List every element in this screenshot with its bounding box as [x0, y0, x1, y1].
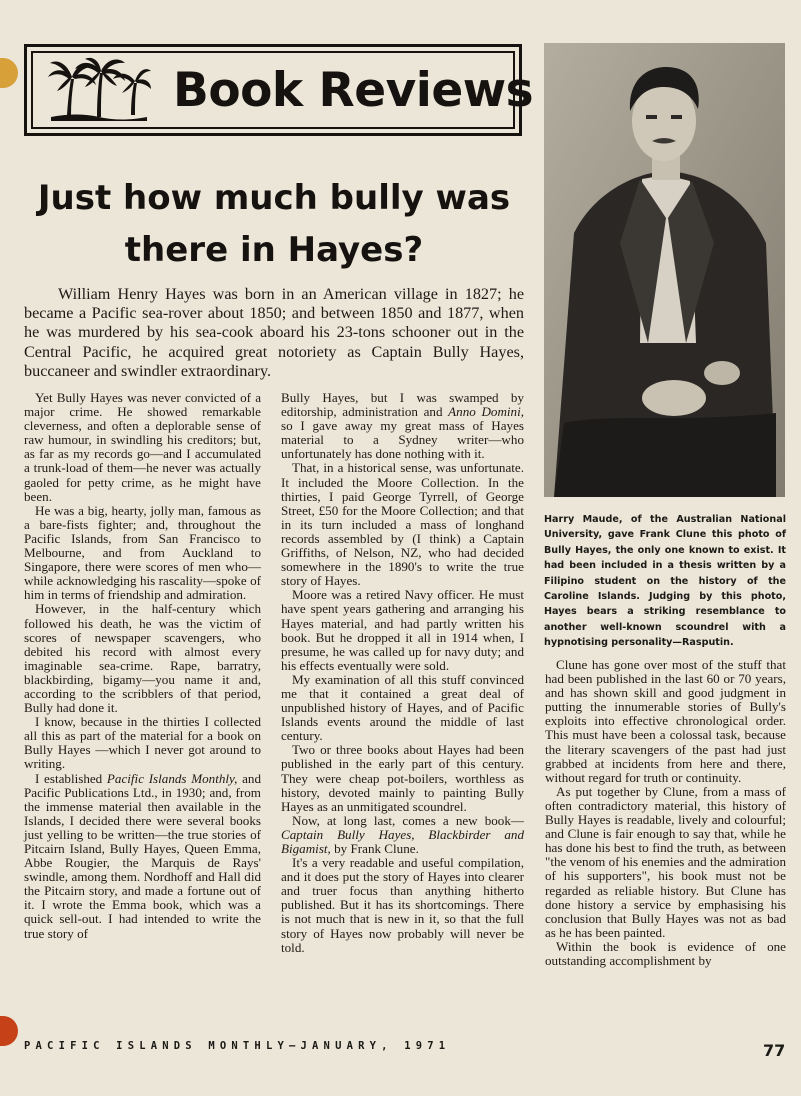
- paragraph: [281, 814, 524, 856]
- headline-line-2: there in Hayes?: [124, 230, 424, 270]
- photo-caption: Harry Maude, of the Australian National University, gave Frank Clune this photo of Bully Hayes, the only one known to exist. It had been included in a thesis written by a Filipino student on the history of the Caroline Islands. Judging by this photo, Hayes bears a striking resemblance to another well-known scoundrel with a hypnotising personality—Rasputin.: [544, 514, 786, 649]
- paragraph: He was a big, hearty, jolly man, famous as a bare-fists fighter; and, throughout the Pacific Islands, from San Francisco to Melbourne, and from Auckland to Singapore, there were scores of men who—while acknowledging his rascality—spoke of him in terms of friendship and admiration.: [24, 502, 261, 603]
- page-edge-tab: [0, 58, 18, 88]
- running-footer: PACIFIC ISLANDS MONTHLY—JANUARY, 1971: [24, 1040, 451, 1052]
- paragraph: Within the book is evidence of one outstanding accomplishment by: [545, 938, 786, 968]
- body-column-2: [281, 391, 524, 955]
- paragraph: As put together by Clune, from a mass of often contradictory material, this history of Bully Hayes is readable, lively and colourful; and Clune is fair enough to say that, while he has done his best to find the truth, as between "the venom of his enemies and the admiration of his supporters", his book must not be regarded as reliable history. But Clune has done history a service by emphasising his conclusion that Bully Hayes was not as bad as he has been painted.: [545, 783, 786, 940]
- text-run: by Frank Clune.: [330, 841, 419, 856]
- paragraph: Clune has gone over most of the stuff that had been published in the last 60 or 70 years, and has shown skill and good judgment in putting the innumerable stories of Bully's exploits into effective chronological order. This must have been a colossal task, because the literary scavengers of the past had just grabbed at incidents from here and there, without regard for truth or continuity.: [545, 657, 786, 785]
- paragraph: However, in the half-century which followed his death, he was the victim of scores of newspaper scavengers, who debited his record with almost every imaginable sea-crime. Rape, barratry, blackbirding, bigamy—you name it and, according to the scribblers of that period, Bully had done it.: [24, 601, 261, 716]
- section-title: Book Reviews: [173, 62, 534, 118]
- paragraph: [281, 391, 524, 461]
- paragraph: Yet Bully Hayes was never convicted of a major crime. He showed remarkable cleverness, and often a deplorable sense of raw humour, in swindling his creditors; but, as far as my records go—and I accumulated a trunk-load of them—he never was actually gaoled for petty crime, as he might have been.: [24, 390, 261, 504]
- palm-trees-icon: [47, 57, 151, 123]
- publication-title: Pacific Islands Monthly,: [106, 770, 238, 786]
- paragraph: It's a very readable and useful compilation, and it does put the story of Hayes into clearer and truer focus than anything hitherto published. But it has its shortcomings. There is not much that is new in it, so that the full story of Hayes now probably will never be told.: [281, 855, 524, 955]
- article-headline: [24, 172, 524, 276]
- section-header-inner: [31, 51, 534, 129]
- headline-line-1: Just how much bully was: [37, 178, 511, 218]
- italic-phrase: Anno Domini,: [448, 404, 525, 420]
- book-title: Captain Bully Hayes, Blackbirder and Bigamist,: [281, 826, 524, 856]
- paragraph: Two or three books about Hayes had been published in the early part of this century. They were cheap pot-boilers, worthless as history, devoted mainly to painting Bully Hayes as an unmitigated scoundrel.: [281, 742, 524, 814]
- text-run: and Pacific Publications Ltd., in 1930; and, from the immense material then available in the Islands, I decided there were several books just yelling to be written—the true stories of Pitcairn Island, Bully Hayes, Queen Emma, Abbe Rougier, the Marquis de Rays' swindle, among them. Nordhoff and Hall did the Pitcairn story, and made a fortune out of it. I wrote the Emma book, which was a quick sell-out. I had intended to write the true story of: [24, 770, 261, 941]
- paragraph: My examination of all this stuff convinced me that it contained a great deal of unpublished history of Hayes, and of Pacific Islands events around the middle of last century.: [281, 671, 524, 744]
- article-intro: William Henry Hayes was born in an American village in 1827; he became a Pacific sea-rover about 1850; and between 1850 and 1877, when he was murdered by his sea-cook aboard his 23-tons schooner out in the Central Pacific, he acquired great notoriety as Captain Bully Hayes, buccaneer and swindler extraordinary.: [24, 285, 524, 380]
- paragraph: I know, because in the thirties I collected all this as part of the material for a book on Bully Hayes —which I never got around to writing.: [24, 714, 261, 772]
- text-run: I established: [35, 770, 107, 786]
- text-run: Bully Hayes, but I was swamped by editorship, administration and: [281, 390, 524, 420]
- portrait-photo: [544, 43, 785, 497]
- page-number: 77: [763, 1041, 786, 1060]
- body-column-1: [24, 391, 261, 941]
- paragraph: That, in a historical sense, was unfortunate. It included the Moore Collection. In the thirties, I paid George Tyrrell, of George Street, £50 for the Moore Collection; and that in its turn included a mass of longhand records assembled by (I think) a Captain Griffiths, of Nelson, NZ, who had decided somewhere in the 1890's to write the true story of Hayes.: [281, 460, 524, 589]
- paragraph: [24, 772, 261, 941]
- section-header: [24, 44, 534, 136]
- text-run: so I gave away my great mass of Hayes material to a Sydney writer—who unfortunately has done nothing with it.: [281, 418, 524, 462]
- portrait-photo-illustration: [544, 43, 785, 497]
- paragraph: Moore was a retired Navy officer. He must have spent years gathering and arranging his Hayes material, and had partly written his book. But he dropped it all in 1914 when, I presume, he was called up for navy duty; and his effects eventually were sold.: [281, 587, 524, 673]
- text-run: Now, at long last, comes a new book—: [292, 812, 524, 828]
- page-edge-tab: [0, 1016, 18, 1046]
- body-column-3: [545, 658, 786, 968]
